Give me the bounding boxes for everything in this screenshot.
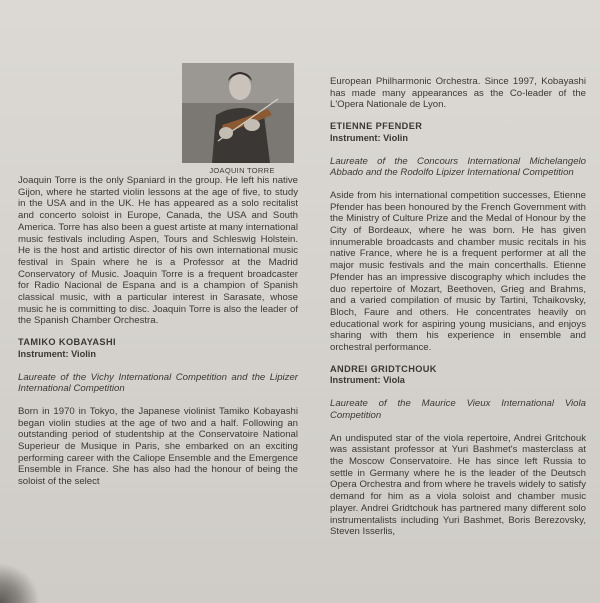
pfender-laureate: Laureate of the Concours International Michelangelo Abbado and the Rodolfo Lipizer International Competition: [330, 155, 586, 179]
gridtchouk-laureate: Laureate of the Maurice Vieux International Viola Competition: [330, 398, 586, 421]
kobayashi-laureate: Laureate of the Vichy International Competition and the Lipizer International Competition: [18, 371, 298, 395]
right-column: [330, 76, 586, 548]
kobayashi-name: TAMIKO KOBAYASHI: [18, 337, 116, 348]
kobayashi-instrument: Instrument: Violin: [18, 348, 96, 359]
torre-bio: Joaquin Torre is the only Spaniard in the group. He left his native Gijon, where he started violin lessons at the age of five, to study in the USA and in the UK. He has appeared as a solo recitalist and concerto soloist in Europe, Canada, the USA and South America. Torre has also been a guest artiste at many international music festivals including Aspen, Tours and Schleswig Holstein. He is the host and artistic director of his own international music festival in Spain where he is a Professor at the Madrid Conservatory of Music. Joaquin Torre is a frequent broadcaster for Radio Nacional de Espana and is a champion of Spanish classical music, with a particular interest in Sarasate, whose music he is committing to disc. Joaquin Torre is also the leader of the Spanish Chamber Orchestra.: [18, 175, 298, 327]
gridtchouk-instrument: Instrument: Viola: [330, 375, 405, 386]
gridtchouk-name: ANDREI GRIDTCHOUK: [330, 363, 437, 374]
gridtchouk-bio: An undisputed star of the viola repertoire, Andrei Gritchouk was assistant professor at Yuri Bashmet's masterclass at the Moscow Conservatoire. He has since left Russia to settle in Germany where he is the leader of the Deutsch Opera Orchestra and from where he travels widely to satisfy demand for him as a viola soloist and chamber music player. Andrei Gridtchouk has partnered many different solo instrumentalists including Yuri Bashmet, Boris Berezovsky, Steven Isserlis,: [330, 432, 586, 538]
musician-photo: [182, 63, 294, 163]
kobayashi-bio: Born in 1970 in Tokyo, the Japanese violinist Tamiko Kobayashi began violin studies at the age of two and a half. Following an outstanding period of studentship at the Conservatoire National Superieur de Musique in Paris, she embarked on an exciting performing career with the Caliope Ensemble and the Emergence Ensemble in France. She has also had the honour of being the soloist of the select: [18, 405, 298, 488]
page-corner-shadow: [0, 563, 40, 603]
violinist-illustration: [182, 63, 294, 163]
pfender-bio: Aside from his international competition successes, Etienne Pfender has been honoured by the French Government with the Ministry of Culture Prize and the Medal of Honour by the City of Bordeaux, where he was born. He has given innumerable broadcasts and chamber music recitals in his native France, where he is a frequent performer at all the major music festivals and the main concerthalls. Etienne Pfender has an impressive discography which includes the duo repertoire of Mozart, Beethoven, Grieg and Brahms, and a varied compilation of music by Tartini, Tchaikovsky, Bloch, Faure and others. He concentrates heavily on educational work for aspiring young musicians, and enjoys sharing with them his experience in ensemble and orchestral performance.: [330, 189, 586, 354]
pfender-instrument: Instrument: Violin: [330, 132, 408, 143]
left-column: [18, 175, 298, 498]
kobayashi-bio-continued: European Philharmonic Orchestra. Since 1997, Kobayashi has made many appearances as the Co-leader of the L'Opera Nationale de Lyon.: [330, 76, 586, 111]
photo-caption: JOAQUIN TORRE: [209, 166, 275, 175]
pfender-name: ETIENNE PFENDER: [330, 121, 423, 132]
